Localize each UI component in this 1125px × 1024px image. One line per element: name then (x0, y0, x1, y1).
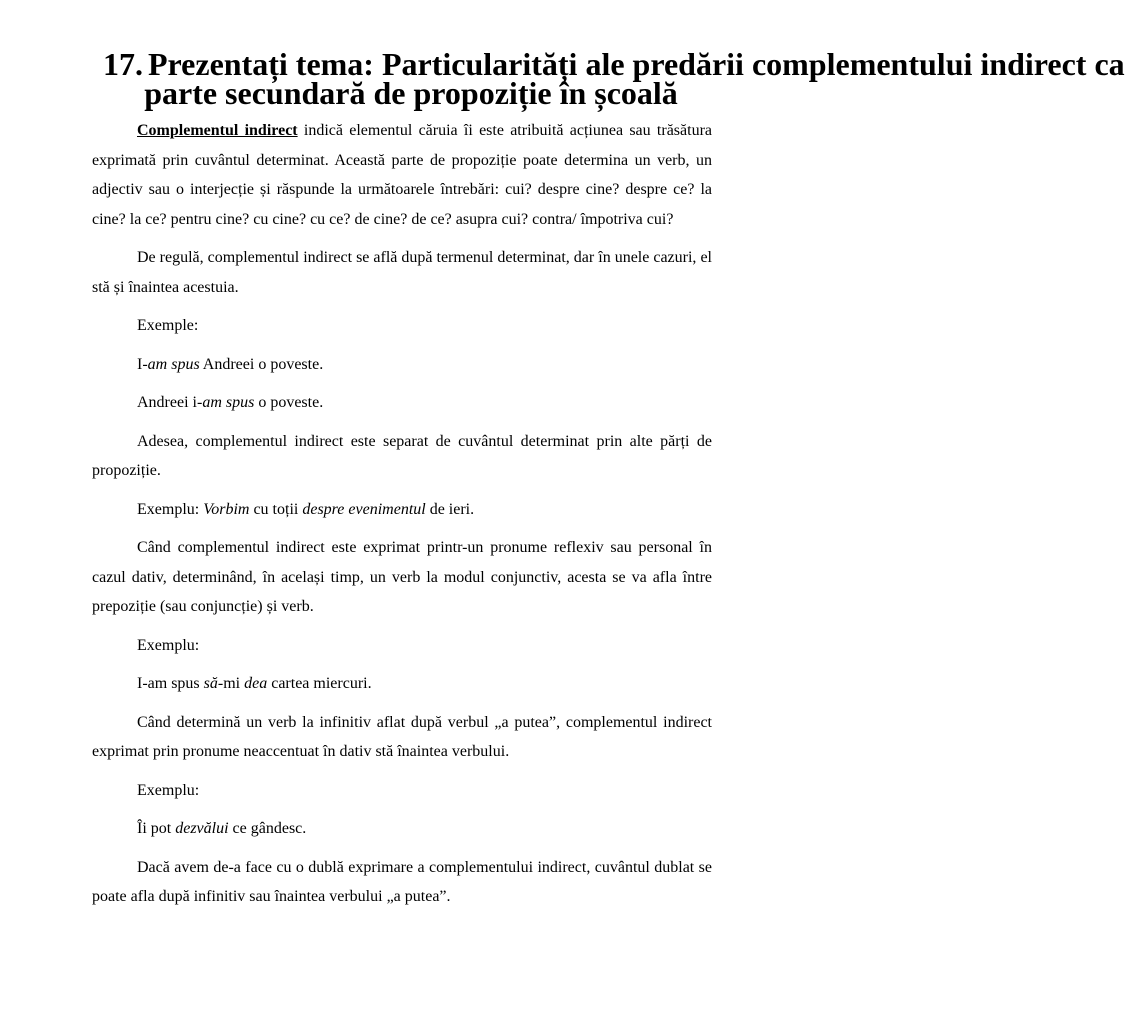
example-5-part-a: Îi pot (137, 820, 176, 837)
example-4-part-e: cartea miercuri. (267, 675, 372, 692)
example-3-part-a: Exemplu: (137, 500, 204, 518)
example-label-2: Exemplu: (137, 636, 200, 654)
example-4-part-a: I-am spus (137, 675, 204, 692)
example-1-part-c: Andreei o poveste. (199, 355, 324, 373)
example-1-verb: am spus (147, 355, 200, 373)
defined-term: Complementul indirect (137, 122, 298, 139)
example-3-part-c: cu toții (249, 500, 303, 518)
example-label-3: Exemplu: (137, 781, 200, 799)
example-4-conjunction: să (203, 675, 218, 692)
example-2-part-a: Andreei i- (137, 394, 203, 411)
document-body (92, 116, 712, 921)
heading-title-part-1: Prezentați tema: Particularități ale predării complementului indirect ca (148, 46, 1125, 82)
paragraph-position: De regulă, complementul indirect se află după termenul determinat, dar în unele cazuri, el stă și înaintea acestuia. (92, 249, 712, 296)
example-4 (92, 669, 712, 699)
example-2 (92, 388, 712, 418)
definition-text: indică elementul căruia îi este atribuită acțiunea sau trăsătura exprimată prin cuvântul determinat. Această parte de propoziție poate determina un verb, un adjectiv sau o interjecție și răspunde la următoarele întrebări: cui? despre cine? despre ce? la cine? la ce? pentru cine? cu cine? cu ce? de cine? de ce? asupra cui? contra/ împotriva cui? (92, 122, 712, 228)
example-2-verb: am spus (202, 394, 255, 411)
example-1-part-a: I- (137, 355, 148, 373)
paragraph-dative-pronoun: Când complementul indirect este exprimat printr-un pronume reflexiv sau personal în cazul dativ, determinând, în același timp, un verb la modul conjunctiv, acesta se va afla între prepoziție (sau conjuncție) și verb. (92, 539, 712, 615)
example-5-part-c: ce gândesc. (228, 820, 307, 837)
paragraph-definition (92, 116, 712, 234)
example-4-part-c: -mi (217, 675, 245, 692)
paragraph-separation: Adesea, complementul indirect este separat de cuvântul determinat prin alte părți de propoziție. (92, 432, 712, 479)
paragraph-infinitive: Când determină un verb la infinitiv aflat după verbul „a putea”, complementul indirect exprimat prin pronume neaccentuat în dativ stă înaintea verbului. (92, 713, 712, 760)
paragraph-double-expression: Dacă avem de-a face cu o dublă exprimare a complementului indirect, cuvântul dublat se poate afla după infinitiv sau înaintea verbului „a putea”. (92, 858, 712, 905)
example-2-part-c: o poveste. (254, 394, 324, 411)
example-3-verb: Vorbim (203, 500, 250, 518)
example-3 (92, 495, 712, 525)
example-1 (92, 350, 712, 380)
examples-label: Exemple: (137, 317, 199, 334)
example-4-verb: dea (244, 675, 268, 692)
document-heading (92, 46, 1125, 111)
example-5-verb: dezvălui (175, 820, 229, 837)
heading-title-part-2: parte secundară de propoziție în școală (144, 75, 678, 111)
example-3-complement: despre evenimentul (302, 500, 426, 518)
example-5 (92, 814, 712, 844)
heading-number: 17. (103, 46, 143, 82)
example-3-part-e: de ieri. (425, 500, 475, 518)
